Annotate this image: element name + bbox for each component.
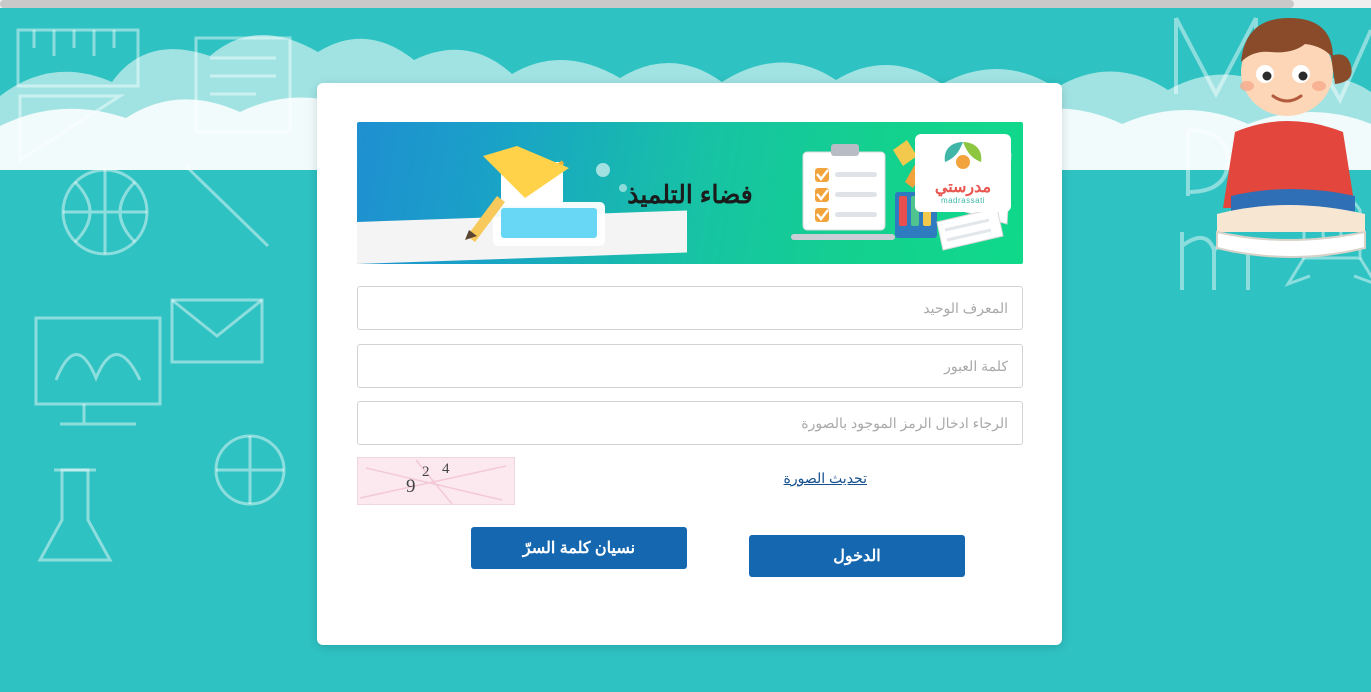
password-input[interactable] xyxy=(357,344,1023,388)
horizontal-scrollbar[interactable] xyxy=(0,0,1371,8)
captcha-image xyxy=(357,457,515,505)
logo-mark-icon xyxy=(941,140,985,174)
username-input[interactable] xyxy=(357,286,1023,330)
logo-subtitle: madrassati xyxy=(940,196,986,205)
logo-word: مدرستي xyxy=(934,179,992,196)
captcha-digit-1: 9 xyxy=(406,476,416,497)
banner-title: فضاء التلميذ xyxy=(627,181,753,209)
student-illustration xyxy=(1191,0,1371,300)
captcha-digit-2: 2 xyxy=(422,464,430,480)
captcha-digit-3: 4 xyxy=(442,461,450,477)
login-card xyxy=(317,83,1062,645)
madrassati-logo xyxy=(915,134,1011,212)
forgot-password-button[interactable]: نسيان كلمة السرّ xyxy=(471,527,687,569)
login-button[interactable]: الدخول xyxy=(749,535,965,577)
refresh-captcha-link[interactable]: تحديث الصورة xyxy=(783,470,867,486)
scrollbar-thumb[interactable] xyxy=(0,0,1294,8)
captcha-input[interactable] xyxy=(357,401,1023,445)
banner xyxy=(357,122,1023,264)
